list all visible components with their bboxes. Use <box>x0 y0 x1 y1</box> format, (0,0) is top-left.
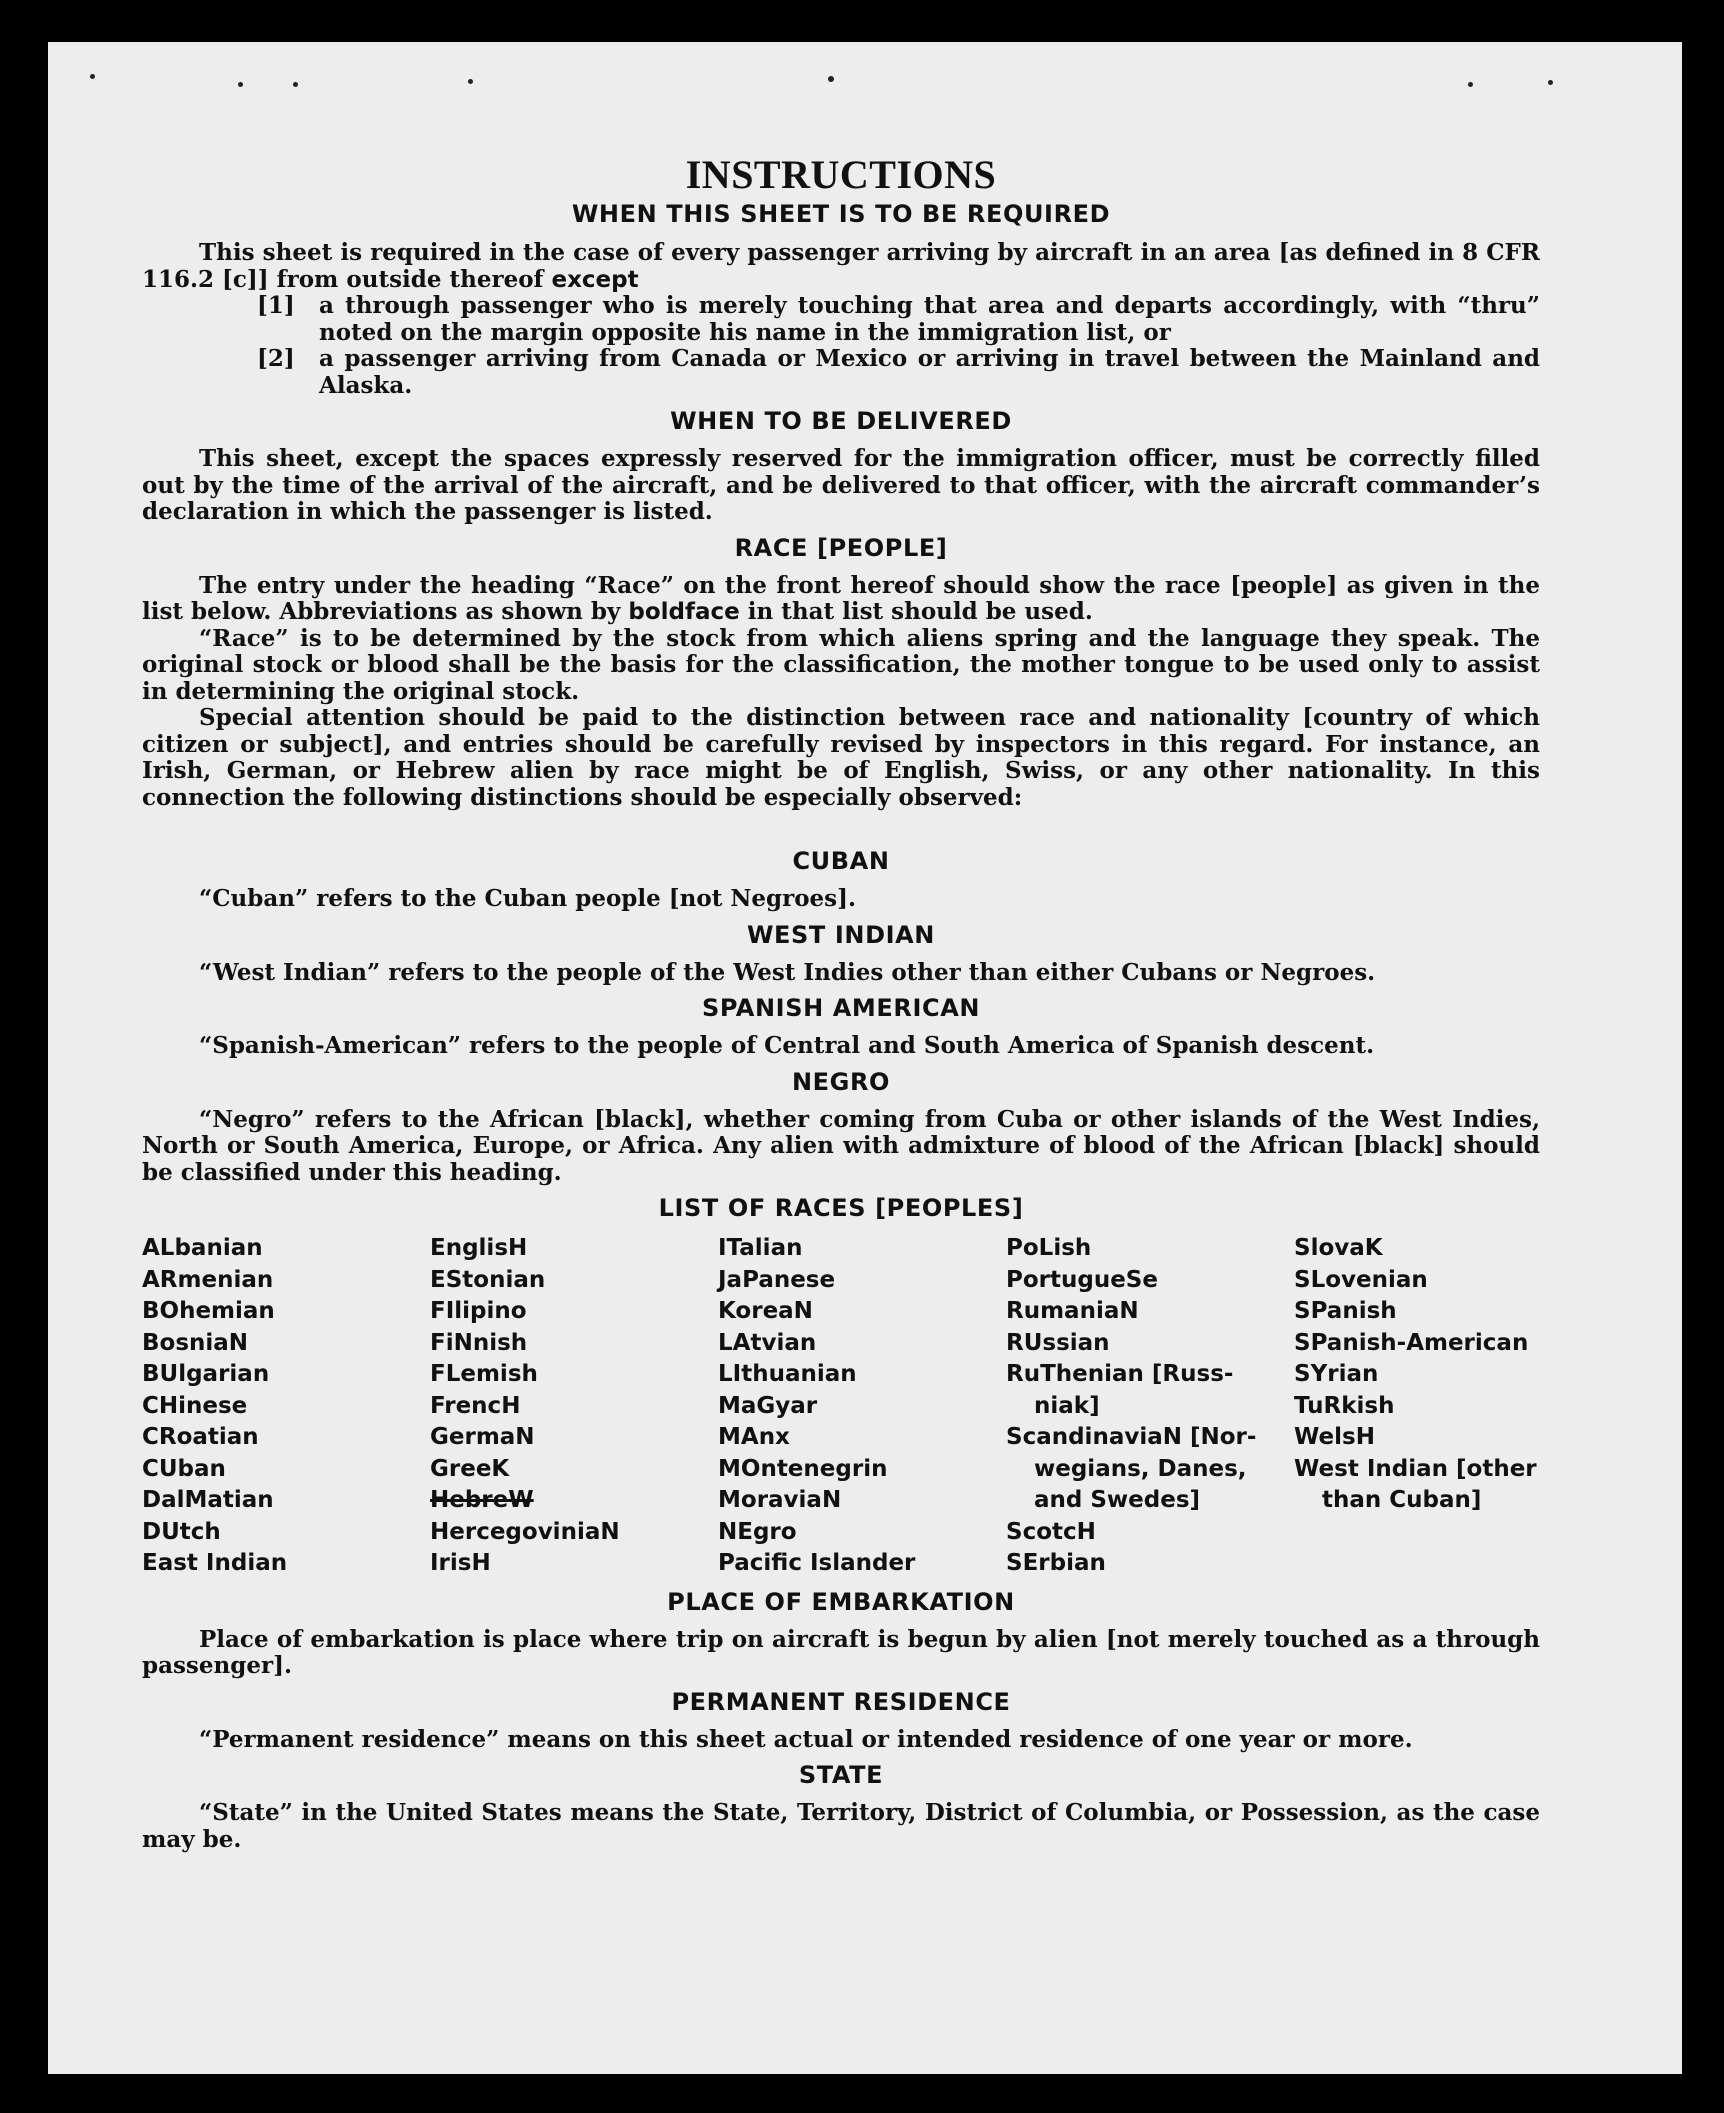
scan-speck <box>238 82 243 87</box>
race-entry: SErbian <box>1006 1550 1106 1576</box>
race-entry: ALbanian <box>142 1235 263 1261</box>
race-entry: CUban <box>142 1455 226 1482</box>
document-page <box>48 42 1682 2074</box>
exception-list <box>142 293 1540 399</box>
residence-text: “Permanent residence” means on this sheet actual or intended residence of one year or more. <box>199 1725 1413 1753</box>
west-indian-text: “West Indian” refers to the people of the West Indies other than either Cubans or Negroes. <box>199 958 1376 986</box>
race-entry: FiNnish <box>430 1329 528 1356</box>
race-entry: IrisH <box>430 1550 491 1576</box>
races-column-2 <box>430 1233 718 1580</box>
races-column-4 <box>1006 1233 1294 1580</box>
race-entry: FrencH <box>430 1392 521 1419</box>
section-heading-embarkation: PLACE OF EMBARKATION <box>667 1587 1015 1616</box>
race-entry: MOntenegrin <box>718 1455 888 1482</box>
race-entry: CRoatian <box>142 1424 259 1450</box>
race-entry: ScotcH <box>1006 1518 1096 1545</box>
scan-speck <box>828 76 834 82</box>
spanish-american-text: “Spanish-American” refers to the people of Central and South America of Spanish descent. <box>199 1032 1375 1059</box>
race-entry: West Indian [other <box>1294 1455 1537 1482</box>
race-entry: MAnx <box>718 1424 790 1450</box>
races-column-3 <box>718 1233 1006 1580</box>
scan-speck <box>293 82 298 87</box>
race-entry: RuThenian [Russ- <box>1006 1361 1234 1387</box>
race-entry: JaPanese <box>718 1266 836 1293</box>
race-entry: SYrian <box>1294 1361 1379 1387</box>
race-entry: EStonian <box>430 1266 546 1293</box>
required-intro: This sheet is required in the case of every passenger arriving by aircraft in an area [as defined in 8 CFR 116.2 [c]] from outside thereof except <box>142 239 1540 293</box>
race-entry: SPanish <box>1294 1298 1397 1324</box>
section-heading-negro: NEGRO <box>791 1067 891 1096</box>
race-entry: TuRkish <box>1294 1392 1395 1419</box>
race-entry: NEgro <box>718 1518 797 1545</box>
race-entry: DalMatian <box>142 1487 274 1513</box>
required-except: except <box>551 266 639 293</box>
section-heading-residence: PERMANENT RESIDENCE <box>671 1687 1011 1716</box>
delivered-text: This sheet, except the spaces expressly reserved for the immigration officer, must be correctly filled out by the time of the arrival of the aircraft, and be delivered to that officer, with the aircraft commander’s declaration in which the passenger is listed. <box>142 445 1540 525</box>
race-entry: ARmenian <box>142 1266 274 1293</box>
section-heading-delivered: WHEN TO BE DELIVERED <box>670 407 1012 435</box>
race-entry: PoLish <box>1006 1235 1092 1261</box>
section-heading-state: STATE <box>798 1761 884 1789</box>
race-entry: WelsH <box>1294 1424 1375 1450</box>
section-heading-required: WHEN THIS SHEET IS TO BE REQUIRED <box>571 200 1111 228</box>
races-list <box>142 1233 1540 1580</box>
race-entry: LIthuanian <box>718 1361 857 1387</box>
race-entry: Pacific Islander <box>718 1550 916 1576</box>
race-entry: GreeK <box>430 1455 510 1482</box>
section-heading-races-list: LIST OF RACES [PEOPLES] <box>658 1194 1024 1222</box>
race-entry: FIlipino <box>430 1298 527 1324</box>
exception-item: [2] a passenger arriving from Canada or Mexico or arriving in travel between the Mainland and Alaska. <box>257 345 1540 399</box>
state-text: “State” in the United States means the State, Territory, District of Columbia, or Possession, as the case may be. <box>142 1799 1540 1853</box>
race-entry: BosniaN <box>142 1329 249 1356</box>
race-entry-continued: niak] <box>1034 1392 1100 1419</box>
race-entry: DUtch <box>142 1518 221 1545</box>
negro-text: “Negro” refers to the African [black], whether coming from Cuba or other islands of the West Indies, North or South America, Europe, or Africa. Any alien with admixture of blood of the African [black] should be classified under this heading. <box>142 1105 1540 1186</box>
race-entry: PortugueSe <box>1006 1266 1158 1293</box>
race-entry: ScandinaviaN [Nor- <box>1006 1424 1257 1450</box>
race-paragraph-3: Special attention should be paid to the distinction between race and nationality [country of which citizen or subject], and entries should be carefully revised by inspectors in this regard. For instance, an Irish, German, or Hebrew alien by race might be of English, Swiss, or any other nationality. In this connection the following distinctions should be especially observed: <box>142 704 1540 811</box>
race-entry: SlovaK <box>1294 1235 1383 1261</box>
scan-speck <box>90 74 95 79</box>
boldface-word: boldface <box>628 599 740 625</box>
race-entry: HercegoviniaN <box>430 1518 620 1545</box>
race-entry: GermaN <box>430 1424 535 1450</box>
race-entry-struck: HebreW <box>430 1487 534 1513</box>
race-entry-continued: and Swedes] <box>1034 1487 1201 1513</box>
scan-speck <box>1468 82 1473 87</box>
race-entry: EnglisH <box>430 1235 528 1261</box>
exception-item: [1] a through passenger who is merely touching that area and departs accordingly, with “thru” noted on the margin opposite his name in the immigration list, or <box>257 292 1540 346</box>
race-entry: SPanish-American <box>1294 1329 1529 1356</box>
scan-speck <box>468 79 473 84</box>
race-entry: RUssian <box>1006 1329 1110 1356</box>
race-paragraph-1: The entry under the heading “Race” on the front hereof should show the race [people] as given in the list below. Abbreviations as shown by boldface in that list should be used. <box>142 571 1540 625</box>
race-entry: LAtvian <box>718 1329 817 1356</box>
race-entry: RumaniaN <box>1006 1298 1139 1324</box>
race-entry: BUlgarian <box>142 1361 270 1387</box>
section-heading-race: RACE [PEOPLE] <box>734 533 948 562</box>
races-column-5 <box>1294 1233 1540 1580</box>
page-title: INSTRUCTIONS <box>685 152 997 197</box>
races-column-1 <box>142 1233 430 1580</box>
race-entry: MoraviaN <box>718 1487 842 1513</box>
race-entry: SLovenian <box>1294 1266 1428 1293</box>
race-entry: CHinese <box>142 1392 248 1419</box>
section-heading-west-indian: WEST INDIAN <box>746 920 935 949</box>
section-heading-cuban: CUBAN <box>792 847 890 875</box>
race-entry-continued: wegians, Danes, <box>1034 1455 1247 1482</box>
section-heading-spanish-american: SPANISH AMERICAN <box>701 994 981 1022</box>
race-entry: ITalian <box>718 1235 803 1261</box>
scan-speck <box>1548 80 1553 85</box>
race-entry: MaGyar <box>718 1392 818 1419</box>
race-entry: KoreaN <box>718 1298 813 1324</box>
race-entry-continued: than Cuban] <box>1322 1487 1482 1513</box>
race-paragraph-2: “Race” is to be determined by the stock from which aliens spring and the language they speak. The original stock or blood shall be the basis for the classification, the mother tongue to be used only to assist in determining the original stock. <box>142 624 1540 705</box>
race-entry: East Indian <box>142 1550 288 1576</box>
cuban-text: “Cuban” refers to the Cuban people [not Negroes]. <box>199 885 857 912</box>
race-entry: BOhemian <box>142 1298 275 1324</box>
embarkation-text: Place of embarkation is place where trip on aircraft is begun by alien [not merely touched as a through passenger]. <box>142 1625 1540 1679</box>
race-entry: FLemish <box>430 1361 538 1387</box>
